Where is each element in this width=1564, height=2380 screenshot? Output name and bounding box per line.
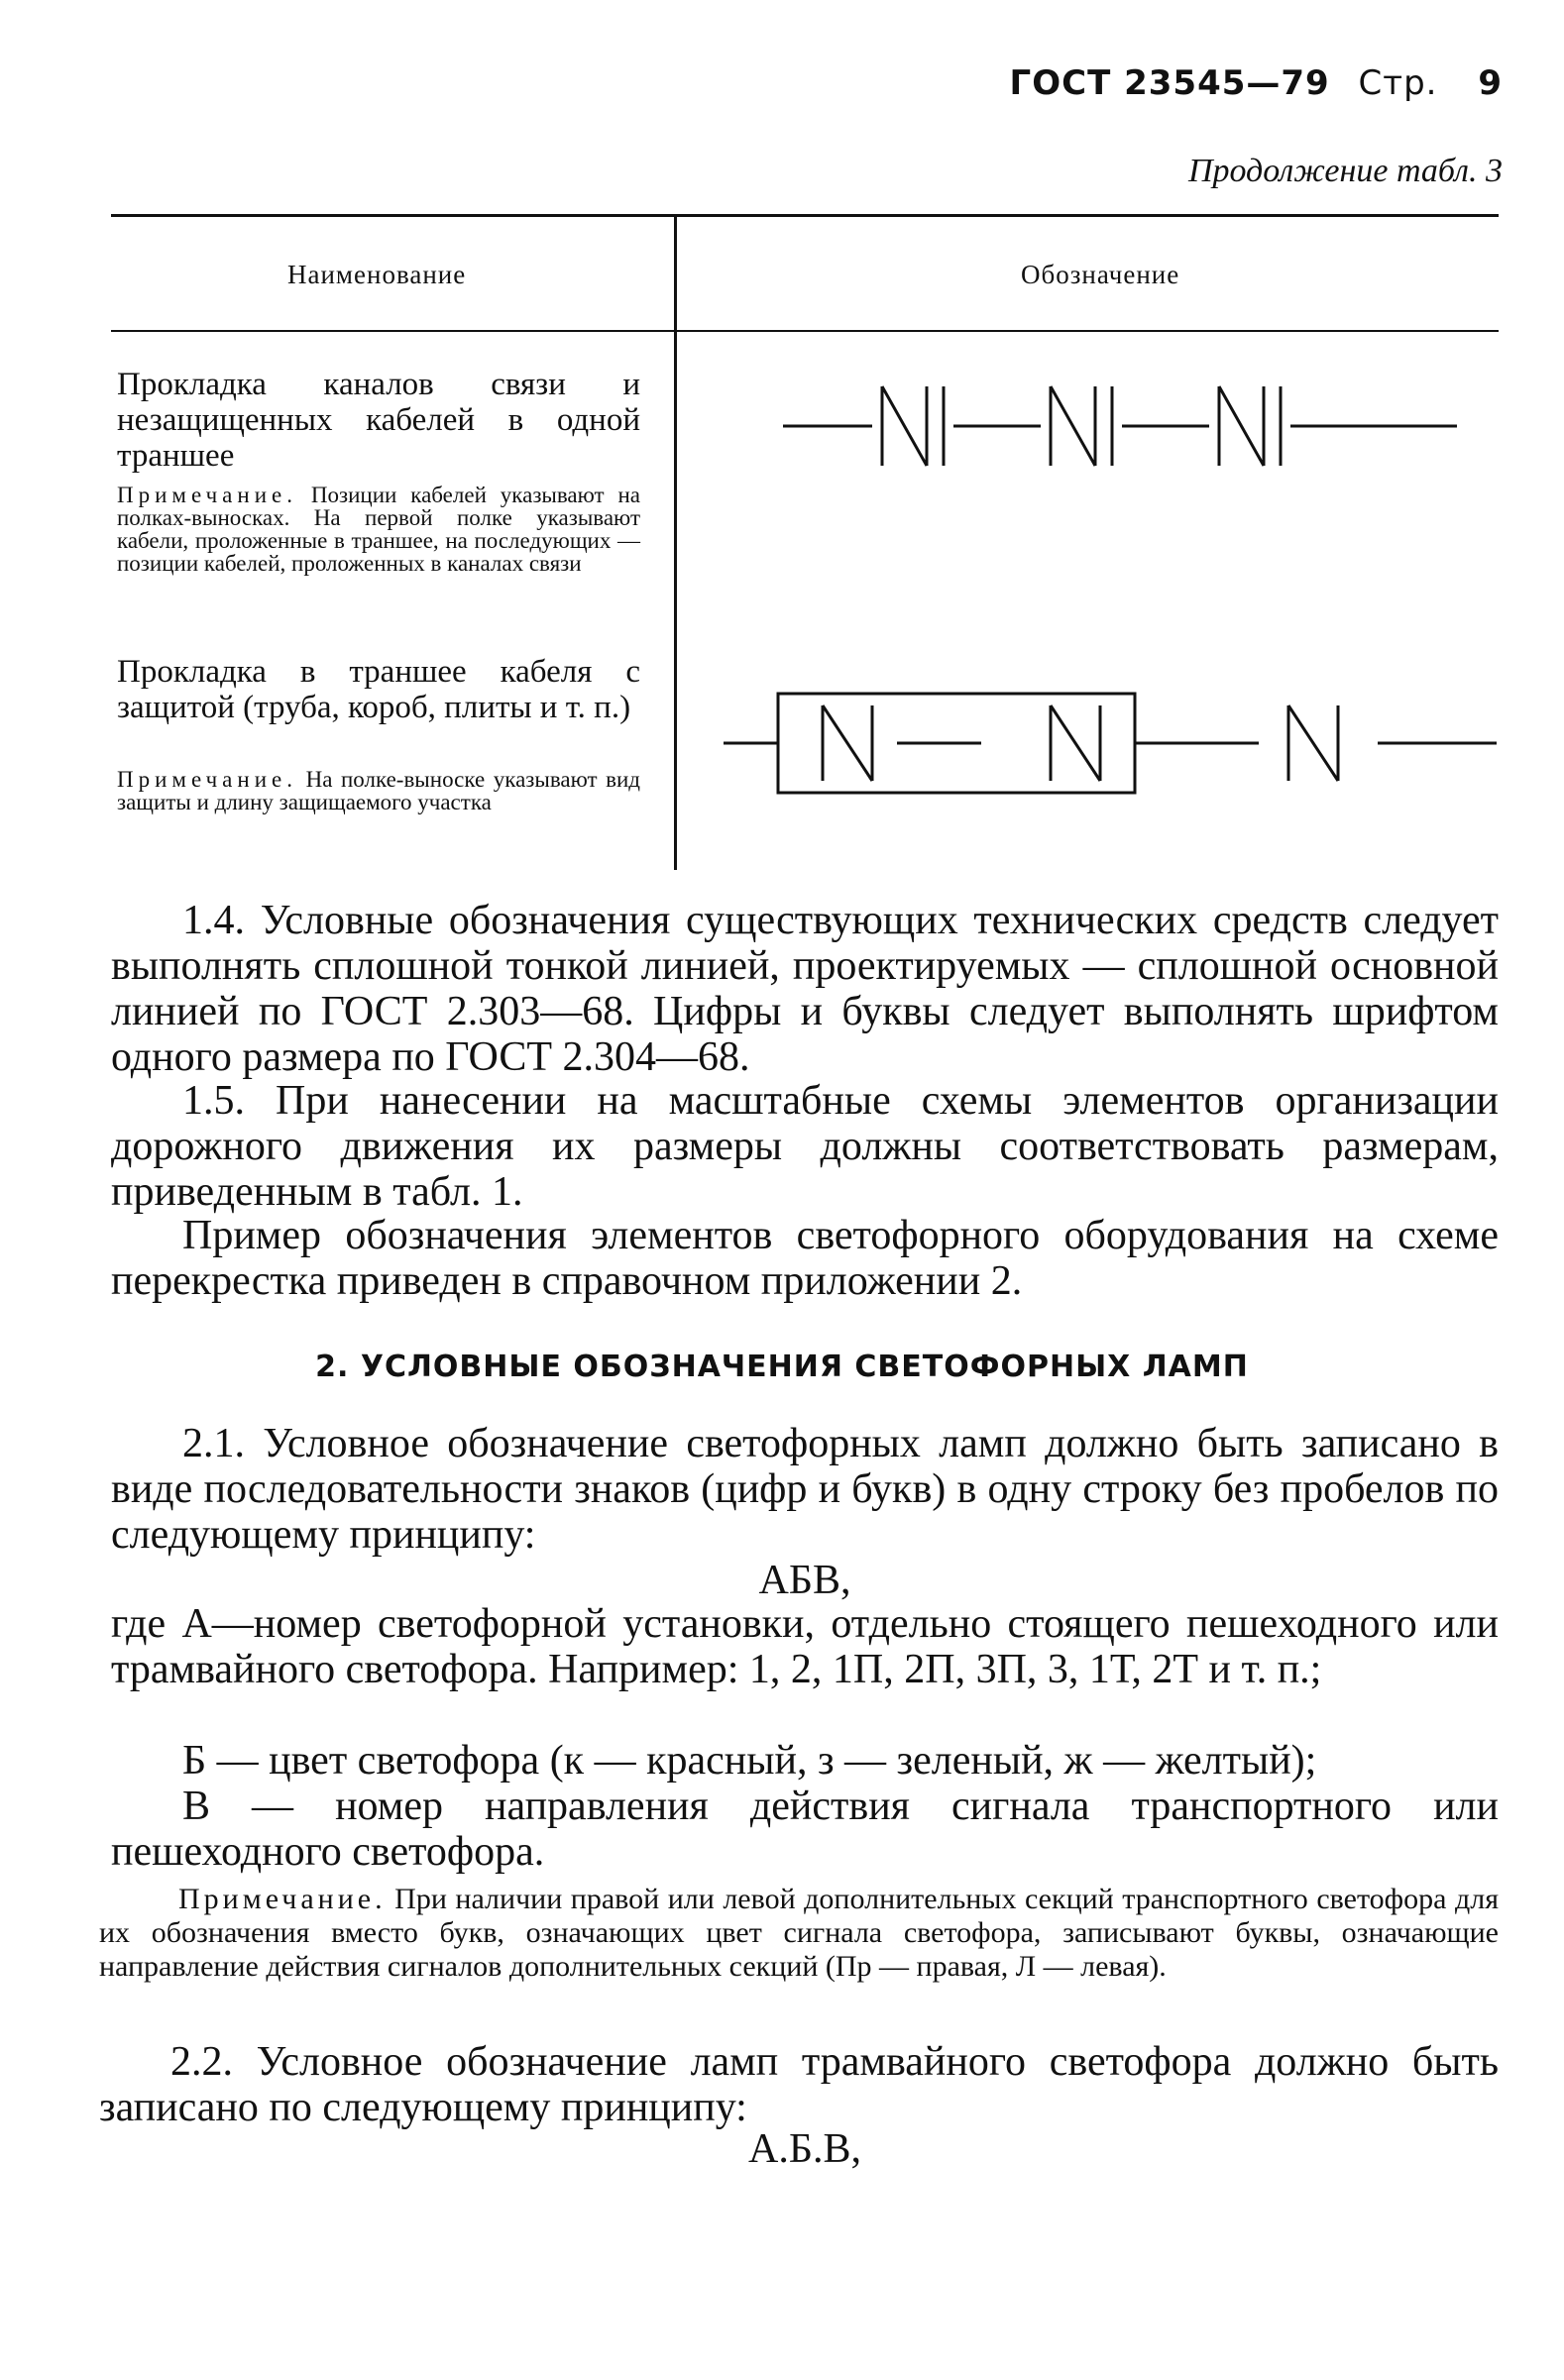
definition-v: В — номер направления действия сигнала транспортного или пешеходного светофора. xyxy=(111,1784,1499,1875)
page-header xyxy=(1010,63,1503,103)
row2-note-text: На полке-выноске указывают вид защиты и длину защищаемого участка xyxy=(117,767,641,814)
table-continuation-caption: Продолжение табл. 3 xyxy=(1187,153,1503,189)
definition-b: Б — цвет светофора (к — красный, з — зеленый, ж — желтый); xyxy=(182,1738,1317,1784)
symbol-protected-cable xyxy=(724,674,1516,812)
paragraph-2-1: 2.1. Условное обозначение светофорных ламп должно быть записано в виде последовательности знаков (цифр и букв) в одну строку без пробелов по следующему принципу: xyxy=(111,1421,1499,1558)
note-lamps-text: При наличии правой или левой дополнительных секций транспортного светофора для их обозначения вместо букв, означающих цвет сигнала светофора, записывают буквы, означающие направление действия сигналов дополнительных секций (Пр — правая, Л — левая). xyxy=(99,1883,1500,1983)
column-header-name: Наименование xyxy=(287,260,467,289)
paragraph-2-2: 2.2. Условное обозначение ламп трамвайного светофора должно быть записано по следующему принципу: xyxy=(99,2039,1499,2130)
table-column-divider xyxy=(674,216,677,870)
row2-note xyxy=(117,768,640,813)
table-header-rule xyxy=(111,330,1499,332)
row2-note-label: Примечание. xyxy=(117,767,297,792)
row1-name: Прокладка каналов связи и незащищенных кабелей в одной траншее xyxy=(117,367,640,474)
page-label: Стр. xyxy=(1358,63,1438,103)
column-header-symbol: Обозначение xyxy=(1021,260,1180,289)
row1-note-text: Позиции кабелей указывают на полках-выносках. На первой полке указывают кабели, проложенные в траншее, на последующих — позиции кабелей, проложенных в каналах связи xyxy=(117,483,640,576)
row2-name: Прокладка в траншее кабеля с защитой (труба, короб, плиты и т. п.) xyxy=(117,654,640,725)
section-title: 2. УСЛОВНЫЕ ОБОЗНАЧЕНИЯ СВЕТОФОРНЫХ ЛАМП xyxy=(315,1350,1249,1384)
formula-a-b-v: А.Б.В, xyxy=(748,2126,861,2172)
row1-note xyxy=(117,484,640,575)
paragraph-1-5-example: Пример обозначения элементов светофорного оборудования на схеме перекрестка приведен в справочном приложении 2. xyxy=(111,1213,1499,1304)
note-lamps-label: Примечание. xyxy=(178,1883,387,1915)
symbol-unprotected-cable xyxy=(724,357,1477,495)
row1-note-label: Примечание. xyxy=(117,483,297,507)
page-number: 9 xyxy=(1478,63,1503,103)
standard-number: ГОСТ 23545—79 xyxy=(1009,63,1330,103)
definition-a: где А—номер светофорной установки, отдельно стоящего пешеходного или трамвайного светофора. Например: 1, 2, 1П, 2П, 3П, 3, 1Т, 2Т и т. п.; xyxy=(111,1601,1499,1692)
formula-abv: АБВ, xyxy=(758,1558,851,1603)
paragraph-1-4: 1.4. Условные обозначения существующих технических средств следует выполнять сплошной тонкой линией, проектируемых — сплошной основной линией по ГОСТ 2.303—68. Цифры и буквы следует выполнять шрифтом одного размера по ГОСТ 2.304—68. xyxy=(111,898,1499,1080)
paragraph-1-5: 1.5. При нанесении на масштабные схемы элементов организации дорожного движения их размеры должны соответствовать размерам, приведенным в табл. 1. xyxy=(111,1078,1499,1215)
table-top-rule xyxy=(111,214,1499,217)
note-lamps xyxy=(99,1883,1499,1984)
